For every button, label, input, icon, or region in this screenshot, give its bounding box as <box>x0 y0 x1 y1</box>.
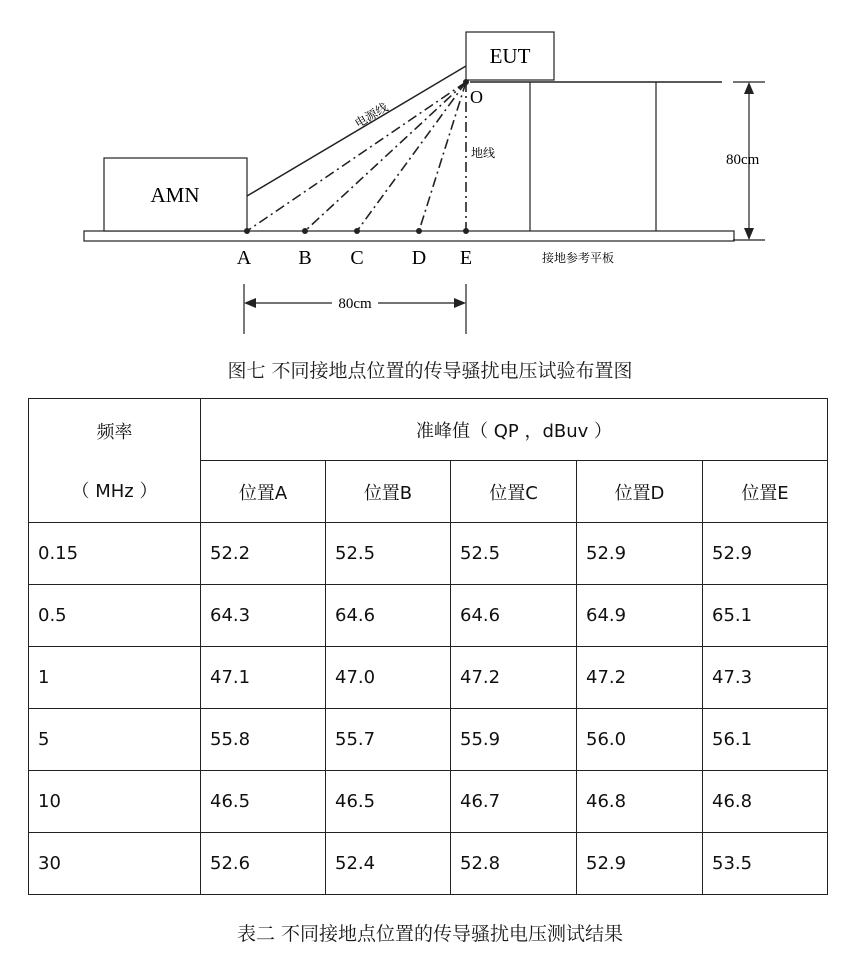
value-cell: 64.6 <box>326 585 451 647</box>
value-cell: 55.9 <box>451 709 577 771</box>
position-header: 位置B <box>326 461 451 523</box>
frequency-cell: 0.15 <box>29 523 201 585</box>
point-d <box>416 228 422 234</box>
point-label-b: B <box>298 247 312 269</box>
frequency-cell: 1 <box>29 647 201 709</box>
point-label-c: C <box>350 247 364 269</box>
table-row <box>29 771 828 833</box>
value-cell: 55.7 <box>326 709 451 771</box>
value-cell: 52.2 <box>201 523 326 585</box>
ground-line-c <box>357 82 466 231</box>
point-label-e: E <box>459 247 473 269</box>
value-cell: 52.5 <box>326 523 451 585</box>
frequency-cell: 0.5 <box>29 585 201 647</box>
value-cell: 47.0 <box>326 647 451 709</box>
frequency-cell: 10 <box>29 771 201 833</box>
table-row <box>29 523 828 585</box>
ground-wire-label: 地线 <box>471 146 496 160</box>
value-cell: 46.5 <box>326 771 451 833</box>
position-header: 位置C <box>451 461 577 523</box>
value-cell: 52.9 <box>577 523 703 585</box>
value-cell: 56.1 <box>703 709 828 771</box>
value-cell: 65.1 <box>703 585 828 647</box>
position-header: 位置E <box>703 461 828 523</box>
value-cell: 52.9 <box>703 523 828 585</box>
value-cell: 55.8 <box>201 709 326 771</box>
position-header: 位置A <box>201 461 326 523</box>
position-header: 位置D <box>577 461 703 523</box>
value-cell: 52.9 <box>577 833 703 895</box>
table-row <box>29 833 828 895</box>
value-cell: 46.8 <box>577 771 703 833</box>
value-cell: 46.8 <box>703 771 828 833</box>
value-cell: 46.5 <box>201 771 326 833</box>
value-cell: 52.8 <box>451 833 577 895</box>
height-label: 80cm <box>726 152 760 168</box>
value-cell: 64.6 <box>451 585 577 647</box>
table-row <box>29 647 828 709</box>
value-cell: 52.5 <box>451 523 577 585</box>
origin-label: O <box>470 87 483 107</box>
value-cell: 64.9 <box>577 585 703 647</box>
table-row <box>29 709 828 771</box>
point-a <box>244 228 250 234</box>
ground-wire-lines <box>247 82 466 231</box>
point-b <box>302 228 308 234</box>
eut-label: EUT <box>489 44 531 68</box>
point-label-d: D <box>411 247 427 269</box>
value-cell: 47.2 <box>577 647 703 709</box>
table-row <box>29 585 828 647</box>
value-cell: 64.3 <box>201 585 326 647</box>
frequency-header-unit: （ MHz ） <box>71 481 158 502</box>
frequency-cell: 5 <box>29 709 201 771</box>
ground-reference-plane <box>84 231 734 241</box>
figure-caption: 图七 不同接地点位置的传导骚扰电压试验布置图 <box>227 360 633 382</box>
power-cable <box>247 66 466 196</box>
ground-plane-label: 接地参考平板 <box>542 251 615 265</box>
value-cell: 47.2 <box>451 647 577 709</box>
point-c <box>354 228 360 234</box>
value-cell: 52.4 <box>326 833 451 895</box>
origin-point <box>463 79 469 85</box>
value-cell: 47.1 <box>201 647 326 709</box>
frequency-header <box>29 399 201 523</box>
ground-line-d <box>419 82 466 231</box>
power-cable-label: 电源线 <box>352 100 391 131</box>
amn-label: AMN <box>150 183 200 207</box>
point-e <box>463 228 469 234</box>
value-cell: 52.6 <box>201 833 326 895</box>
quasi-peak-header: 准峰值（ QP ，dBuv ） <box>201 399 828 461</box>
frequency-header-label: 频率 <box>96 422 133 443</box>
value-cell: 53.5 <box>703 833 828 895</box>
value-cell: 47.3 <box>703 647 828 709</box>
point-label-a: A <box>236 247 252 269</box>
table-caption: 表二 不同接地点位置的传导骚扰电压测试结果 <box>236 923 624 945</box>
value-cell: 46.7 <box>451 771 577 833</box>
distance-label: 80cm <box>338 296 372 312</box>
frequency-cell: 30 <box>29 833 201 895</box>
ground-line-a <box>247 82 466 231</box>
value-cell: 56.0 <box>577 709 703 771</box>
test-setup-diagram <box>0 0 860 345</box>
results-table <box>28 398 828 895</box>
